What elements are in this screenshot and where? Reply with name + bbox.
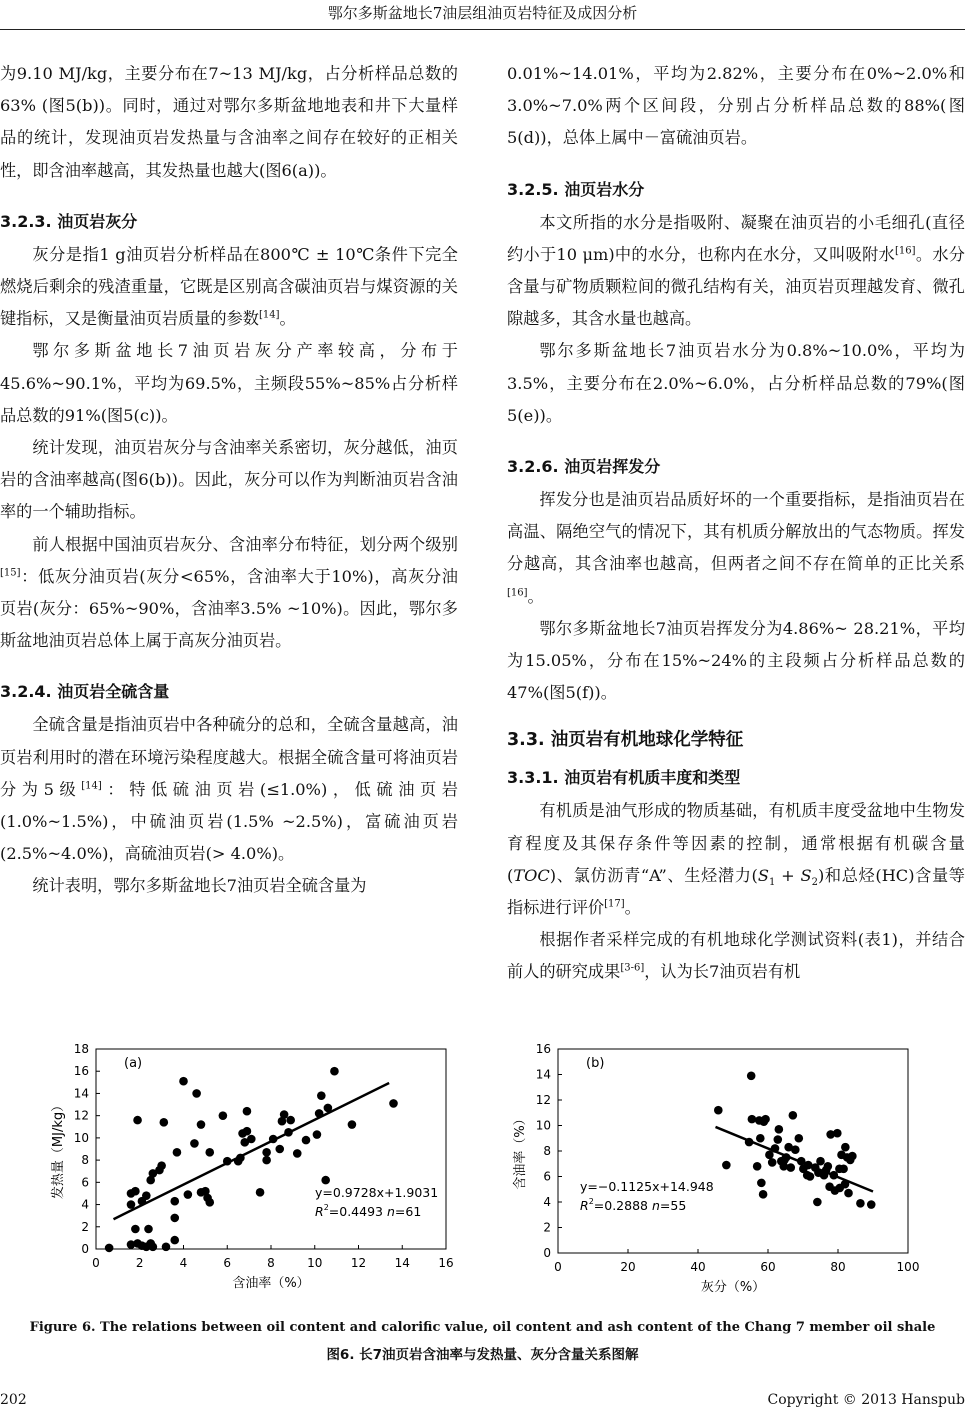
data-point [157, 1161, 166, 1170]
data-point [786, 1163, 795, 1172]
data-point [173, 1148, 182, 1157]
data-point [269, 1135, 278, 1144]
data-point [286, 1116, 295, 1125]
y-axis-label: 含油率（%） [513, 1112, 528, 1190]
data-point [170, 1214, 179, 1223]
x-tick-label: 12 [350, 1256, 367, 1270]
data-point [867, 1200, 876, 1209]
data-point [302, 1136, 311, 1145]
citation: [15] [0, 567, 21, 579]
regression-equation: y=−0.1125x+14.948 [580, 1179, 714, 1194]
data-point [256, 1188, 265, 1197]
x-axis-label: 灰分（%） [700, 1280, 766, 1295]
data-point [247, 1135, 256, 1144]
section-heading-3-3-1: 3.3.1. 油页岩有机质丰度和类型 [507, 768, 741, 788]
data-point [142, 1191, 151, 1200]
data-point [844, 1189, 853, 1198]
data-point [160, 1118, 169, 1127]
data-point [144, 1225, 153, 1234]
header-rule [0, 29, 965, 30]
data-point [761, 1115, 770, 1124]
y-tick-label: 14 [73, 1086, 89, 1101]
x-axis-label: 含油率（%） [232, 1276, 310, 1291]
data-point [806, 1172, 815, 1181]
data-point [315, 1109, 324, 1118]
y-tick-label: 0 [543, 1246, 551, 1260]
data-point [236, 1154, 245, 1163]
x-tick-label: 2 [135, 1256, 144, 1270]
paragraph: 鄂尔多斯盆地长7油页岩水分为0.8%~10.0%，平均为3.5%，主要分布在2.0%~6.0%，占分析样品总数的79%(图5(e))。 [507, 341, 965, 425]
data-point [780, 1156, 789, 1165]
data-point [190, 1139, 199, 1148]
paragraph: 0.01%~14.01%，平均为2.82%，主要分布在0%~2.0%和3.0%~7.0%两个区间段，分别占分析样品总数的88%(图5(d))，总体上属中－富硫油页岩。 [507, 64, 965, 148]
data-point [192, 1089, 201, 1098]
y-tick-label: 6 [81, 1175, 89, 1190]
page-number: 202 [0, 1392, 27, 1408]
panel-label: (a) [124, 1056, 143, 1071]
data-point [768, 1158, 777, 1167]
data-point [791, 1145, 800, 1154]
section-heading-3-3: 3.3. 油页岩有机地球化学特征 [507, 730, 744, 751]
plot-frame [96, 1049, 446, 1249]
section-heading-3-2-6: 3.2.6. 油页岩挥发分 [507, 457, 661, 477]
data-point [262, 1156, 271, 1165]
data-point [321, 1176, 330, 1185]
data-point [753, 1162, 762, 1171]
x-tick-label: 0 [554, 1260, 562, 1274]
data-point [179, 1077, 188, 1086]
regression-equation: y=0.9728x+1.9031 [315, 1185, 439, 1200]
y-tick-label: 4 [81, 1197, 89, 1212]
y-tick-label: 10 [535, 1118, 551, 1133]
y-tick-label: 8 [81, 1153, 89, 1168]
figure-caption-cn: 图6. 长7油页岩含油率与发热量、灰分含量关系图解 [326, 1347, 639, 1363]
data-point [162, 1242, 171, 1251]
copyright: Copyright © 2013 Hanspub [767, 1392, 965, 1408]
left-column [0, 58, 458, 903]
data-point [774, 1135, 783, 1144]
data-point [775, 1125, 784, 1134]
paragraph: 本文所指的水分是指吸附、凝聚在油页岩的小毛细孔(直径约小于10 μm)中的水分，也称内在水分，又叫吸附水[16]。水分含量与矿物质颗粒间的微孔结构有关，油页岩页理越发育、微孔隙越多，其含水量也越高。 [507, 212, 965, 329]
paragraph: 根据作者采样完成的有机地球化学测试资料(表1)，并结合前人的研究成果[3-6]，认为长7油页岩有机 [507, 930, 965, 982]
x-tick-label: 60 [760, 1260, 776, 1274]
paragraph: 挥发分也是油页岩品质好坏的一个重要指标，是指油页岩在高温、隔绝空气的情况下，其有机质分解放出的气态物质。挥发分越高，其含油率也越高，但两者之间不存在简单的正比关系[16]。 [507, 490, 965, 606]
data-point [839, 1165, 848, 1174]
paragraph: 全硫含量是指油页岩中各种硫分的总和，全硫含量越高，油页岩利用时的潜在环境污染程度越大。根据全硫含量可将油页岩分为5级[14]：特低硫油页岩(≤1.0%)，低硫油页岩(1.0%~1.5%)，中硫油页岩(1.5% ~2.5%)，富硫油页岩(2.5%~4.0%)，高硫油页岩(> 4.0%)。 [0, 715, 458, 864]
citation: [16] [507, 587, 528, 599]
chart-oil-vs-calorific [40, 1035, 470, 1310]
data-point [170, 1197, 179, 1206]
y-tick-label: 2 [81, 1219, 89, 1234]
data-point [841, 1143, 850, 1152]
data-point [330, 1067, 339, 1076]
data-point [170, 1236, 179, 1245]
y-tick-label: 0 [81, 1242, 89, 1256]
data-point [243, 1127, 252, 1136]
data-point [133, 1116, 142, 1125]
paragraph: 鄂尔多斯盆地长7油页岩挥发分为4.86%~ 28.21%，平均为15.05%，分布在15%~24%的主段频占分析样品总数的47%(图5(f))。 [507, 618, 965, 703]
panel-label: (b) [586, 1056, 605, 1071]
data-point [184, 1190, 193, 1199]
data-point [219, 1111, 228, 1120]
x-tick-label: 4 [179, 1256, 188, 1270]
data-point [205, 1198, 214, 1207]
x-tick-label: 6 [223, 1256, 232, 1270]
data-point [856, 1199, 865, 1208]
data-point [284, 1128, 293, 1137]
data-point [759, 1190, 768, 1199]
data-point [756, 1134, 765, 1143]
data-point [747, 1071, 756, 1080]
data-point [795, 1134, 804, 1143]
y-tick-label: 10 [73, 1130, 89, 1145]
y-tick-label: 12 [535, 1093, 551, 1107]
section-heading-3-2-4: 3.2.4. 油页岩全硫含量 [0, 682, 170, 702]
data-point [789, 1111, 798, 1120]
data-point [223, 1157, 232, 1166]
data-point [243, 1107, 252, 1116]
section-heading-3-2-3: 3.2.3. 油页岩灰分 [0, 211, 138, 231]
data-point [317, 1091, 326, 1100]
data-point [748, 1115, 757, 1124]
data-point [848, 1152, 857, 1161]
citation: [17] [604, 898, 625, 910]
y-tick-label: 6 [543, 1169, 551, 1184]
x-tick-label: 16 [438, 1256, 454, 1270]
section-heading-3-2-5: 3.2.5. 油页岩水分 [507, 179, 645, 199]
data-point [745, 1138, 754, 1147]
x-tick-label: 40 [690, 1260, 706, 1274]
y-tick-label: 12 [73, 1108, 89, 1123]
data-point [127, 1189, 136, 1198]
data-point [757, 1179, 766, 1188]
paragraph: 统计表明，鄂尔多斯盆地长7油页岩全硫含量为 [32, 876, 367, 896]
x-tick-label: 10 [307, 1256, 323, 1270]
data-point [205, 1148, 214, 1157]
data-point [197, 1120, 206, 1129]
data-point [822, 1166, 831, 1175]
data-point [813, 1198, 822, 1207]
data-point [816, 1157, 825, 1166]
x-tick-label: 8 [267, 1256, 275, 1270]
citation: [14] [259, 309, 280, 321]
regression-stats: $R^2=0.4493$ n=61 [315, 1203, 422, 1219]
y-tick-label: 16 [535, 1042, 551, 1056]
data-point [722, 1161, 731, 1170]
paragraph: 为9.10 MJ/kg，主要分布在7~13 MJ/kg，占分析样品总数的63% (图5(b))。同时，通过对鄂尔多斯盆地地表和井下大量样品的统计，发现油页岩发热量与含油率之间存在较好的正相关性，即含油率越高，其发热量也越大(图6(a))。 [0, 64, 458, 180]
citation: [16] [895, 245, 916, 257]
data-point [149, 1242, 158, 1251]
data-point [131, 1225, 140, 1234]
plot-frame [558, 1049, 908, 1253]
right-column [507, 58, 965, 989]
x-tick-label: 100 [896, 1260, 920, 1274]
data-point [313, 1130, 322, 1139]
figure-caption-en: Figure 6. The relations between oil content and calorific value, oil content and ash content of the Chang 7 member oil shale [29, 1320, 936, 1335]
data-point [324, 1104, 333, 1113]
data-point [262, 1148, 271, 1157]
data-point [127, 1200, 136, 1209]
chart-ash-vs-oil [500, 1035, 930, 1310]
y-tick-label: 2 [543, 1220, 551, 1235]
data-point [280, 1110, 289, 1119]
y-tick-label: 18 [73, 1042, 89, 1056]
y-tick-label: 14 [535, 1067, 551, 1082]
data-point [841, 1180, 850, 1189]
x-tick-label: 14 [394, 1256, 410, 1270]
data-point [771, 1144, 780, 1153]
paragraph: 有机质是油气形成的物质基础，有机质丰度受盆地中生物发育程度及其保存条件等因素的控制，通常根据有机碳含量(TOC)、氯仿沥青“A”、生烃潜力$(S_1 + S_2)$和总烃(HC)含量等指标进行评价[17]。 [507, 801, 965, 918]
x-tick-label: 0 [92, 1256, 100, 1270]
y-tick-label: 16 [73, 1064, 89, 1079]
data-point [293, 1149, 302, 1158]
paragraph: 前人根据中国油页岩灰分、含油率分布特征，划分两个级别[15]：低灰分油页岩(灰分<65%，含油率大于10%)，高灰分油页岩(灰分：65%~90%，含油率3.5% ~10%)。因此，鄂尔多斯盆地油页岩总体上属于高灰分油页岩。 [0, 534, 458, 651]
y-axis-label: 发热量（MJ/kg） [51, 1098, 66, 1200]
data-point [389, 1099, 398, 1108]
paragraph: 灰分是指1 g油页岩分析样品在800℃ ± 10℃条件下完全燃烧后剩余的残渣重量，它既是区别高含碳油页岩与煤资源的关键指标，又是衡量油页岩质量的参数[14]。 [0, 244, 458, 329]
data-point [105, 1244, 114, 1253]
citation: [14] [81, 780, 102, 792]
running-header: 鄂尔多斯盆地长7油层组油页岩特征及成因分析 [327, 4, 638, 22]
data-point [833, 1129, 842, 1138]
y-tick-label: 4 [543, 1195, 551, 1209]
data-point [275, 1145, 284, 1154]
y-tick-label: 8 [543, 1144, 551, 1158]
paragraph: 统计发现，油页岩灰分与含油率关系密切，灰分越低，油页岩的含油率越高(图6(b))。因此，灰分可以作为判断油页岩含油率的一个辅助指标。 [0, 438, 458, 522]
x-tick-label: 80 [830, 1260, 846, 1274]
data-point [714, 1106, 723, 1115]
regression-stats: $R^2=0.2888$ n=55 [580, 1197, 687, 1213]
citation: [3-6] [620, 963, 645, 975]
paragraph: 鄂尔多斯盆地长7油页岩灰分产率较高，分布于45.6%~90.1%，平均为69.5%，主频段55%~85%占分析样品总数的91%(图5(c))。 [0, 341, 458, 425]
x-tick-label: 20 [620, 1260, 636, 1274]
data-point [348, 1120, 357, 1129]
